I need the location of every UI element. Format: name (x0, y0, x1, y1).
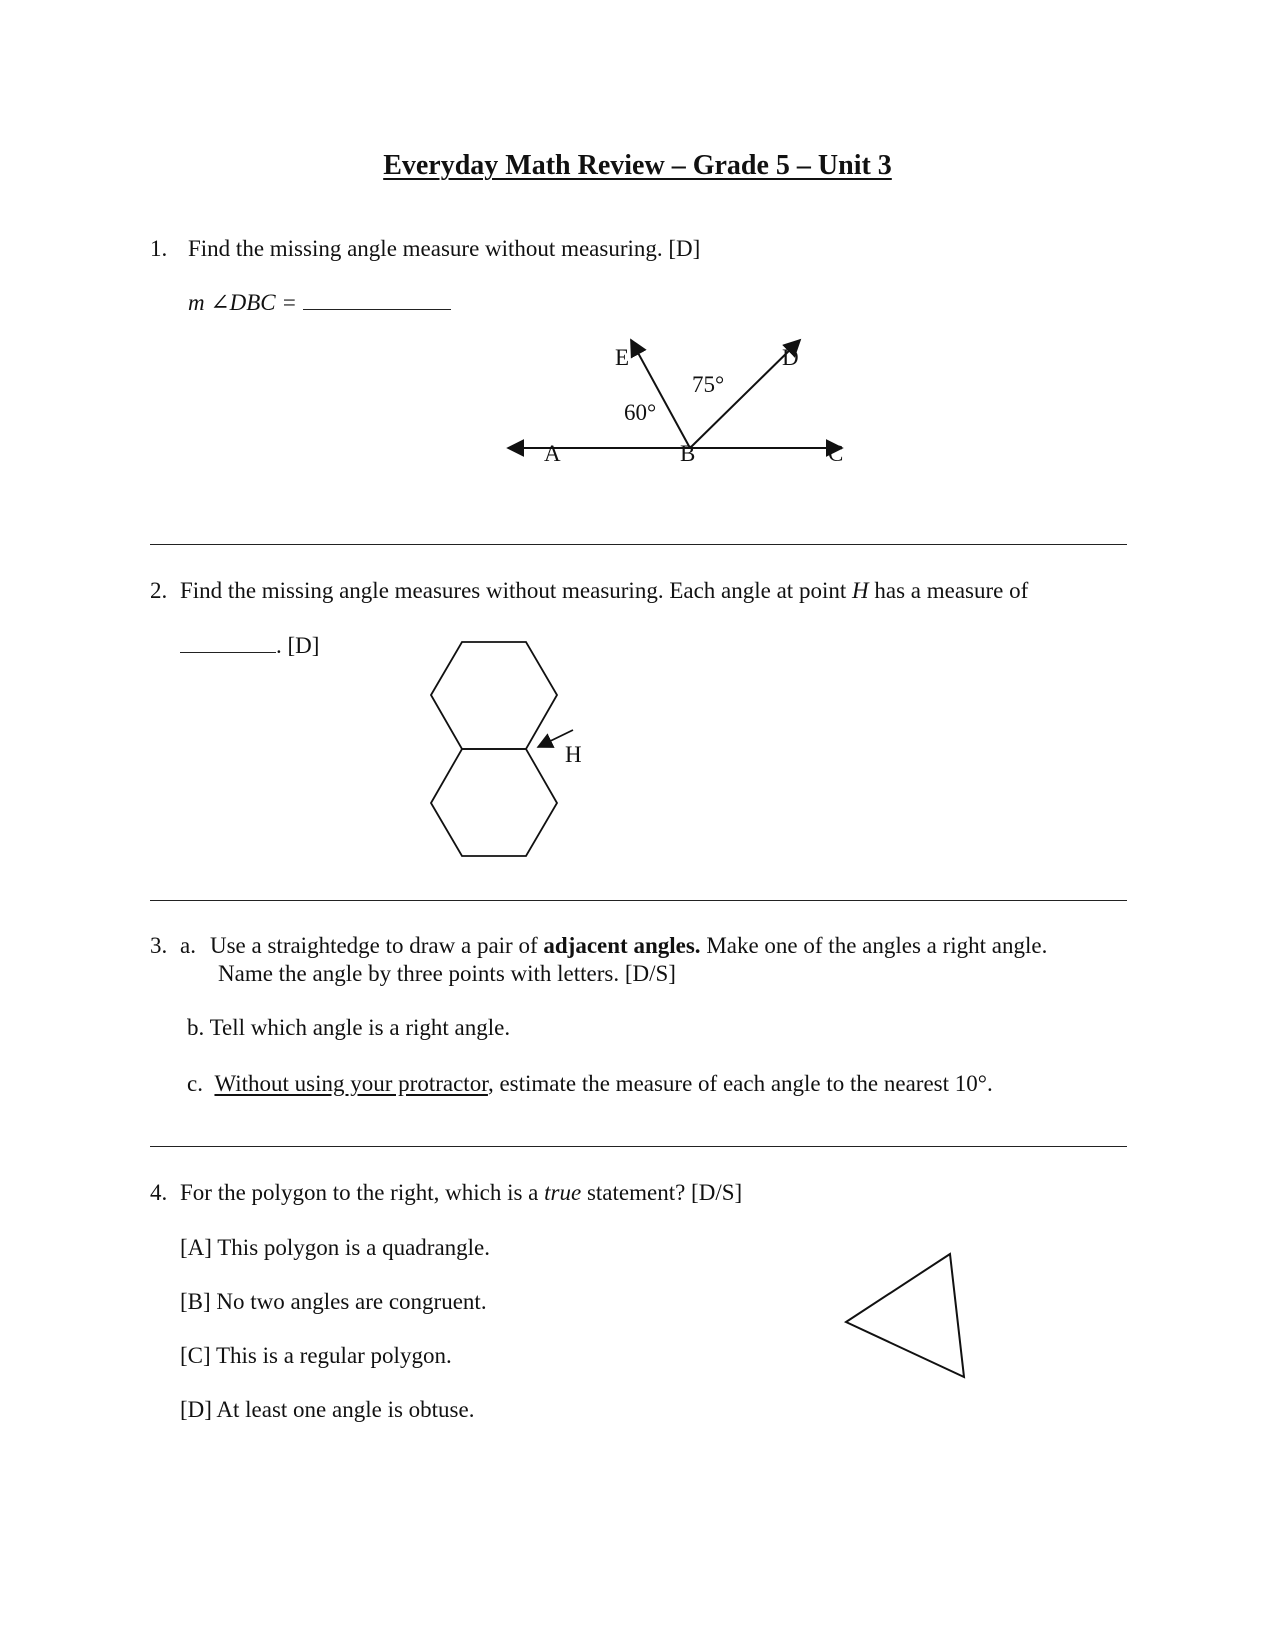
q3-c (187, 1071, 993, 1097)
q4-prompt (180, 1180, 742, 1206)
q3-c-marker: c. (187, 1071, 203, 1096)
hexagon-top (431, 642, 557, 749)
q4-option-d[interactable]: [D] At least one angle is obtuse. (180, 1397, 475, 1422)
q3-a-line2: Name the angle by three points with letters. [D/S] (218, 961, 676, 986)
q4-prompt-italic: true (544, 1180, 582, 1205)
q4-prompt-part1: For the polygon to the right, which is a (180, 1180, 545, 1205)
q2-answer-blank[interactable] (180, 651, 276, 653)
q4-option-c[interactable]: [C] This is a regular polygon. (180, 1343, 452, 1368)
q2-prompt-var: H (851, 578, 869, 603)
page-title: Everyday Math Review – Grade 5 – Unit 3 (383, 150, 892, 181)
label-b: B (680, 441, 696, 466)
q2-prompt (180, 578, 1028, 604)
q2-prompt-end: . [D] (276, 633, 320, 658)
q4-triangle-diagram (840, 1250, 980, 1390)
q1-prompt: Find the missing angle measure without measuring. [D] (188, 236, 701, 261)
angle-abe-label: 60° (624, 400, 657, 425)
q2-number: 2. (150, 578, 168, 603)
q4-option-a[interactable]: [A] This polygon is a quadrangle. (180, 1235, 491, 1260)
q1-angle-diagram (490, 320, 890, 490)
q2-hexagon-diagram (430, 640, 630, 872)
q3-number: 3. (150, 933, 168, 958)
q1-answer-prefix: m ∠DBC = (188, 290, 297, 315)
label-e: E (615, 345, 630, 370)
q1-answer-blank[interactable] (303, 308, 451, 310)
q3-c-underlined: Without using your protractor (214, 1071, 488, 1096)
q3-a-bold: adjacent angles. (543, 933, 701, 958)
q4-option-b[interactable]: [B] No two angles are congruent. (180, 1289, 487, 1314)
q3-a-line1 (210, 933, 1047, 959)
angle-ebd-label: 75° (692, 372, 725, 397)
q2-prompt-part1: Find the missing angle measures without measuring. Each angle at point (180, 578, 852, 603)
q4-number: 4. (150, 1180, 168, 1205)
q2-answer-line (180, 633, 319, 659)
q4-prompt-part2: statement? [D/S] (581, 1180, 743, 1205)
hexagon-bottom (431, 749, 557, 856)
divider-2 (150, 900, 1127, 901)
q3-a-part2: Make one of the angles a right angle. (700, 933, 1048, 958)
label-h: H (565, 742, 582, 767)
divider-1 (150, 544, 1127, 545)
q3-a-marker: a. (180, 933, 196, 958)
q3-c-rest: , estimate the measure of each angle to the nearest 10°. (487, 1071, 993, 1096)
q1-answer-line (188, 290, 451, 316)
q3-a-part1: Use a straightedge to draw a pair of (210, 933, 544, 958)
label-c: C (828, 441, 844, 466)
label-a: A (544, 441, 561, 466)
ray-be (631, 340, 690, 448)
label-d: D (782, 345, 799, 370)
q2-prompt-part2: has a measure of (868, 578, 1029, 603)
q3-b: b. Tell which angle is a right angle. (187, 1015, 511, 1040)
divider-3 (150, 1146, 1127, 1147)
triangle (846, 1254, 964, 1377)
q1-number: 1. (150, 236, 168, 261)
